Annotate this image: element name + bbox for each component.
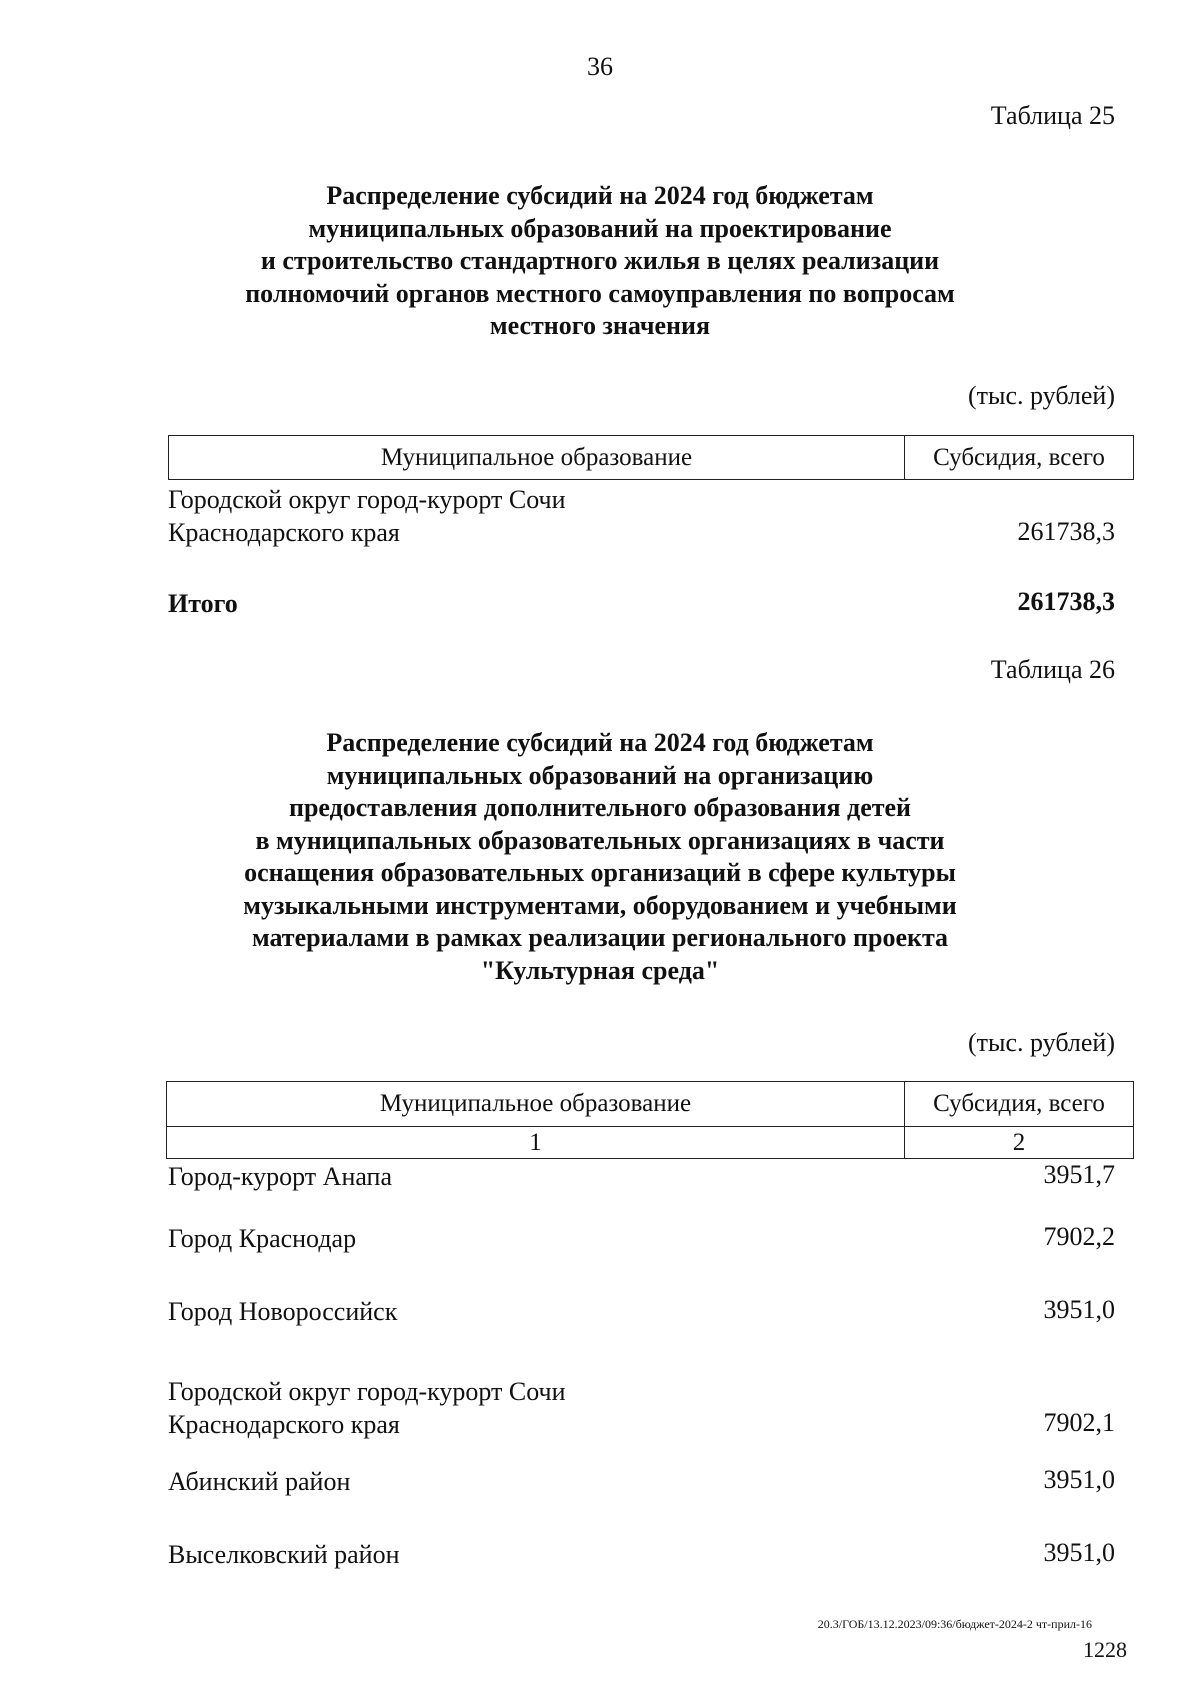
title-line: местного значения <box>489 311 711 340</box>
table-26-row-name <box>168 1160 392 1193</box>
title-line: оснащения образовательных организаций в сфере культуры <box>244 858 956 887</box>
column-number-2: 2 <box>905 1127 1134 1159</box>
title-line: музыкальными инструментами, оборудованием и учебными <box>243 890 957 920</box>
row-name-line: Город Краснодар <box>168 1224 357 1253</box>
title-line: "Культурная среда" <box>480 955 720 985</box>
table-26-row-value: 7902,1 <box>1043 1408 1115 1437</box>
table-25-label: Таблица 25 <box>990 101 1115 130</box>
table-26-row-value: 3951,0 <box>1043 1295 1115 1324</box>
column-number-1: 1 <box>167 1127 905 1159</box>
table-26-row-name <box>168 1465 350 1498</box>
row-name-line: Городской округ город-курорт Сочи <box>168 485 566 514</box>
page-number: 36 <box>587 52 613 81</box>
row-name-line: Город-курорт Анапа <box>168 1162 393 1191</box>
table-25-row-name <box>168 483 566 549</box>
row-name-line: Городской округ город-курорт Сочи <box>168 1377 566 1406</box>
table-26-row-value: 3951,0 <box>1043 1538 1115 1567</box>
row-name-line: Краснодарского края <box>168 1410 400 1439</box>
footer-sheet-number: 1228 <box>1083 1637 1127 1662</box>
title-line: муниципальных образований на организацию <box>326 760 874 790</box>
table-26-header <box>166 1081 1134 1159</box>
row-name-line: Выселковский район <box>168 1540 400 1569</box>
table-25-total-value: 261738,3 <box>1017 587 1115 616</box>
row-name-line: Абинский район <box>168 1467 351 1496</box>
table-25-unit: (тыс. рублей) <box>967 381 1115 410</box>
row-name-line: Город Новороссийск <box>168 1297 398 1326</box>
table-26-row-value: 7902,2 <box>1043 1222 1115 1251</box>
header-subsidy: Субсидия, всего <box>905 1082 1134 1127</box>
title-line: материалами в рамках реализации регионального проекта <box>251 923 949 952</box>
table-26-row-value: 3951,7 <box>1043 1160 1115 1189</box>
header-subsidy: Субсидия, всего <box>905 436 1134 480</box>
table-26-title <box>150 727 1050 987</box>
header-municipality: Муниципальное образование <box>167 1082 905 1127</box>
table-25-total-label: Итого <box>168 589 238 618</box>
table-26-row-value: 3951,0 <box>1043 1465 1115 1494</box>
table-26-row-name <box>168 1538 400 1571</box>
table-25-row-value: 261738,3 <box>1017 517 1115 546</box>
table-26-row-name <box>168 1222 356 1255</box>
table-26-row-name <box>168 1375 566 1441</box>
title-line: полномочий органов местного самоуправления по вопросам <box>245 278 955 308</box>
header-municipality: Муниципальное образование <box>169 436 905 480</box>
title-line: Распределение субсидий на 2024 год бюджетам <box>326 728 874 757</box>
title-line: и строительство стандартного жилья в целях реализации <box>260 246 940 275</box>
table-26-label: Таблица 26 <box>990 655 1115 684</box>
title-line: Распределение субсидий на 2024 год бюджетам <box>326 181 874 210</box>
row-name-line: Краснодарского края <box>168 518 400 547</box>
title-line: муниципальных образований на проектирование <box>308 213 892 243</box>
footer-document-code: 20.3/ГОБ/13.12.2023/09:36/бюджет-2024-2 чт-прил-16 <box>817 1617 1092 1631</box>
table-26-unit: (тыс. рублей) <box>967 1028 1115 1057</box>
table-25-header <box>168 435 1134 480</box>
title-line: в муниципальных образовательных организациях в части <box>255 825 945 855</box>
table-25-title <box>150 180 1050 343</box>
title-line: предоставления дополнительного образования детей <box>288 793 912 822</box>
table-26-row-name <box>168 1295 397 1328</box>
